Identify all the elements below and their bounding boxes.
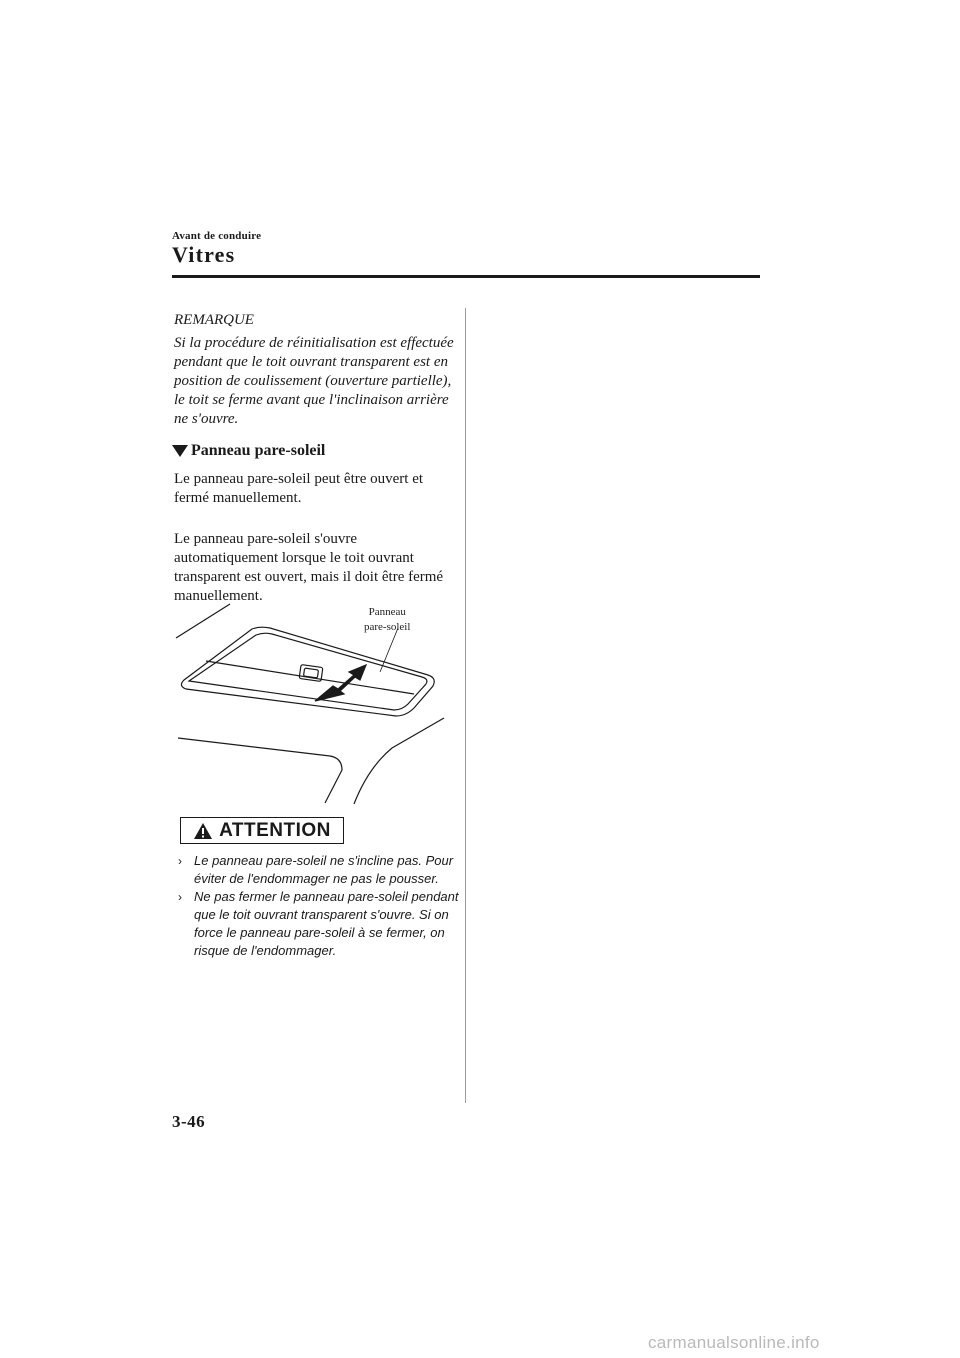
note-label: REMARQUE <box>174 312 254 328</box>
attention-banner <box>180 817 344 844</box>
chevron-right-icon: › <box>178 854 182 868</box>
triangle-marker-icon <box>172 445 188 457</box>
sunshade-illustration <box>170 598 460 808</box>
column-divider <box>465 308 466 1103</box>
attention-label: ATTENTION <box>219 819 331 841</box>
watermark: carmanualsonline.info <box>648 1333 820 1352</box>
sunroof-outline <box>181 627 434 716</box>
warning-icon <box>193 822 213 840</box>
list-item: › Ne pas fermer le panneau pare-soleil pendant que le toit ouvrant transparent s'ouvre. Si on force le panneau pare-soleil à se fermer, on risque de l'endommager. <box>178 889 459 958</box>
note-body: Si la procédure de réinitialisation est effectuée pendant que le toit ouvrant transparent est en position de coulissement (ouverture partielle), le toit se ferme avant que l'inclinaison arrière ne s'ouvre. <box>174 335 454 427</box>
chevron-right-icon: › <box>178 890 182 904</box>
page-title: Vitres <box>172 242 236 267</box>
subsection-title: Panneau pare-soleil <box>191 442 326 459</box>
subsection-heading <box>172 442 325 460</box>
header-divider <box>172 275 760 278</box>
figure-label: Panneau pare-soleil <box>364 606 411 633</box>
paragraph: Le panneau pare-soleil s'ouvre automatiquement lorsque le toit ouvrant transparent est ouvert, mais il doit être fermé manuellement. <box>174 531 444 604</box>
page-number: 3-46 <box>172 1112 206 1131</box>
pillar-line <box>354 718 444 804</box>
windshield-frame <box>178 738 342 803</box>
list-item: › Le panneau pare-soleil ne s'incline pas. Pour éviter de l'endommager ne pas le pousser. <box>178 853 454 886</box>
section-label: Avant de conduire <box>172 230 262 242</box>
attention-list <box>178 852 460 960</box>
handle-inner <box>304 668 319 678</box>
roof-edge-line <box>176 604 230 638</box>
paragraph: Le panneau pare-soleil peut être ouvert et fermé manuellement. <box>174 471 424 506</box>
